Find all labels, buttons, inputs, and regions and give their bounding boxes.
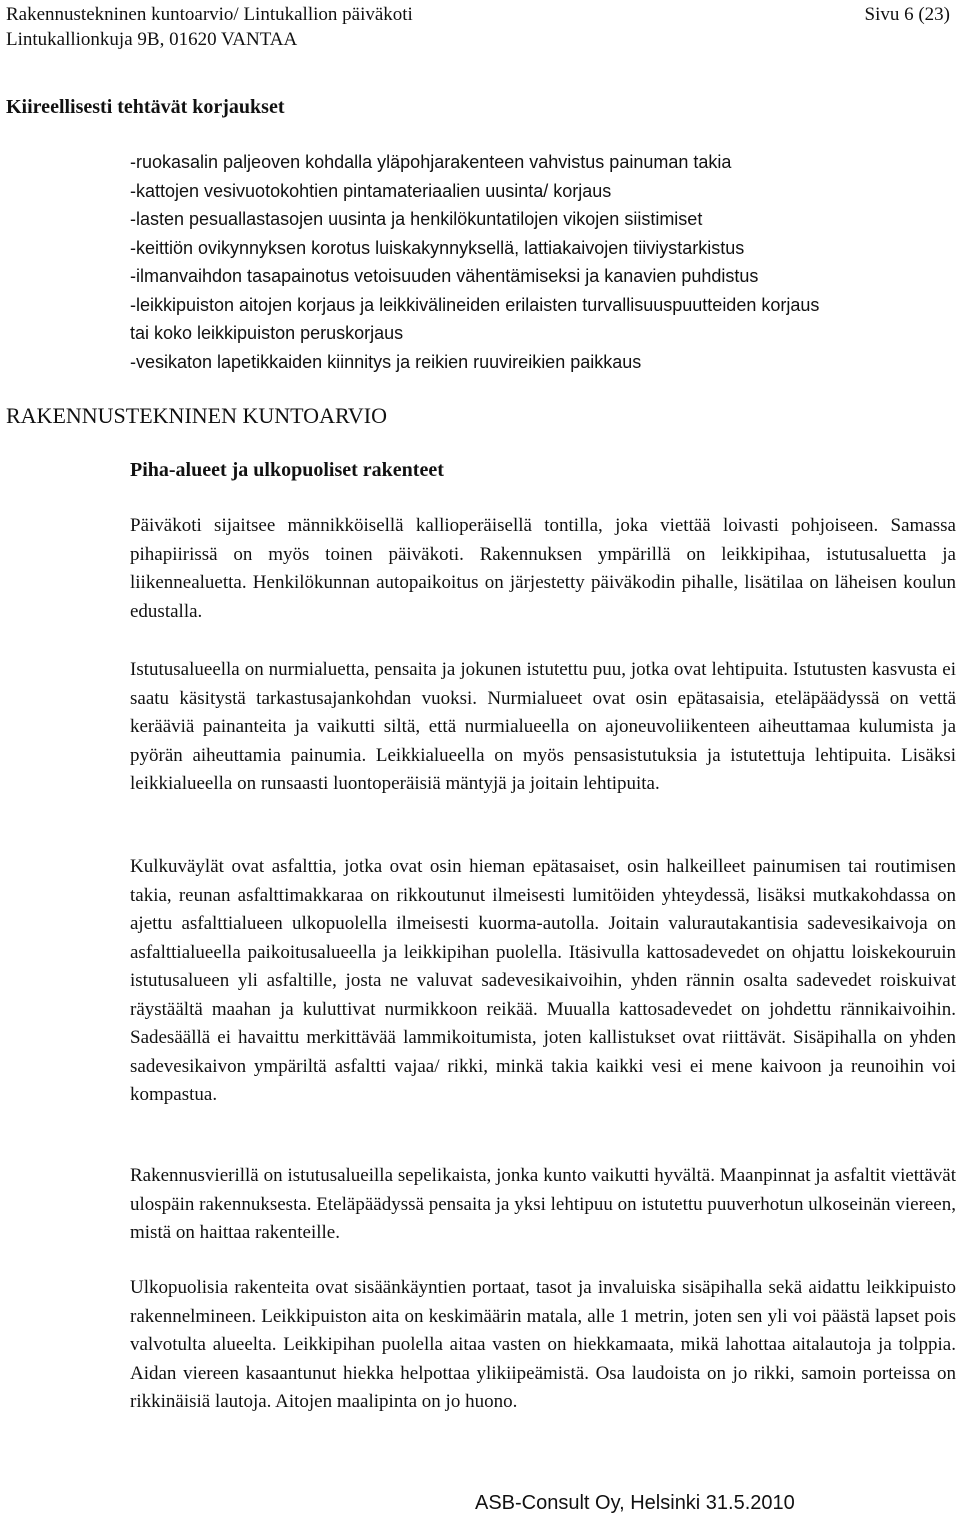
footer: ASB-Consult Oy, Helsinki 31.5.2010 — [475, 1492, 795, 1514]
urgent-repairs-list — [130, 148, 956, 376]
list-item: -leikkipuiston aitojen korjaus ja leikkivälineiden erilaisten turvallisuuspuutteiden korjaus — [130, 294, 820, 315]
paragraph: Kulkuväylät ovat asfalttia, jotka ovat osin hieman epätasaiset, osin halkeilleet painumisen tai routimisen takia, reunan asfalttimakkaraa on rikkoutunut ilmeisesti lumitöiden yhteydessä, lisäksi mutkakohdassa on ajettu asfalttialueen ulkopuolella ilmeisesti kuorma-autolla. Joitain valurautakantisia sadevesikaivoja on asfalttialueella paikoitusalueella ja leikkipihan puolella. Itäsivulla kattosadevedet on ohjattu loiskekouruin istutusalueen yli asfaltille, josta ne valuvat sadevesikaivoihin, yhden rännin osalta sadevedet roiskuivat räystäältä maahan ja kuluttivat nurmikkoon reikää. Muualla kattosadevedet on johdettu rännikaivoihin. Sadesäällä ei havaittu merkittävää lammikoitumista, joten kallistukset ovat riittävät. Sisäpihalla on yhden sadevesikaivon ympäriltä asfaltti vajaa/ rikki, minkä takia kaikki vesi ei mene kaivoon ja reunoihin voi kompastua. — [130, 856, 956, 1105]
urgent-repairs-title: Kiireellisesti tehtävät korjaukset — [6, 96, 285, 118]
paragraph: Rakennusvierillä on istutusalueilla sepelikaista, jonka kunto vaikutti hyvältä. Maanpinnat ja asfaltit viettävät ulospäin rakennuksesta. Eteläpäädyssä pensaita ja yksi lehtipuu on istutettu puuverhotun ulkoseinän viereen, mistä on haittaa rakenteille. — [130, 1165, 956, 1243]
paragraph: Istutusalueella on nurmialuetta, pensaita ja jokunen istutettu puu, jotka ovat lehtipuita. Istutusten kasvusta ei saatu käsitystä tarkastusajankohdan vuoksi. Nurmialueet ovat osin epätasaisia, eteläpäädyssä on vettä kerääviä painanteita ja vaikutti siltä, että nurmialueella on ajoneuvoliikenteen aiheuttamaa kulumista ja pyörän aiheuttamia painumia. Leikkialueella on myös pensasistutuksia ja istutettuja lehtipuita. Lisäksi leikkialueella on runsaasti luontoperäisiä mäntyjä ja joitain lehtipuita. — [130, 659, 956, 794]
paragraph: Päiväkoti sijaitsee männikköisellä kallioperäisellä tontilla, joka viettää loivasti pohjoiseen. Samassa pihapiirissä on myös toinen päiväkoti. Rakennuksen ympärillä on leikkipihaa, istutusaluetta ja liikennealuetta. Henkilökunnan autopaikoitus on järjestetty päiväkodin pihalle, lisätilaa on läheisen koulun edustalla. — [130, 515, 956, 622]
list-item: -ilmanvaihdon tasapainotus vetoisuuden vähentämiseksi ja kanavien puhdistus — [130, 266, 759, 286]
header-title: Rakennustekninen kuntoarvio/ Lintukallion päiväkoti — [6, 4, 413, 25]
list-item: -ruokasalin paljeoven kohdalla yläpohjarakenteen vahvistus painuman takia — [130, 152, 732, 172]
list-item: -vesikaton lapetikkaiden kiinnitys ja reikien ruuvireikien paikkaus — [130, 351, 642, 372]
list-item: -lasten pesuallastasojen uusinta ja henkilökuntatilojen vikojen siistimiset — [130, 209, 703, 229]
subsection-title: Piha-alueet ja ulkopuoliset rakenteet — [130, 459, 444, 481]
section-title: RAKENNUSTEKNINEN KUNTOARVIO — [6, 403, 387, 428]
header-address: Lintukallionkuja 9B, 01620 VANTAA — [6, 29, 298, 50]
paragraph: Ulkopuolisia rakenteita ovat sisäänkäyntien portaat, tasot ja invaluiska sisäpihalla sekä aidattu leikkipuisto rakennelmineen. Leikkipuiston aita on keskimäärin matala, alle 1 metrin, joten sen yli voi päästä lapset pois valvotulta alueelta. Leikkipihan puolella aitaa vasten on hiekkamaata, mikä lahottaa aitalautoja ja tolppia. Aidan viereen kasaantunut hiekka helpottaa ylikiipeämistä. Osa laudoista on jo rikki, samoin porteissa on rikkinäisiä lautoja. Aitojen maalipinta on jo huono. — [130, 1277, 956, 1412]
list-item: tai koko leikkipuiston peruskorjaus — [130, 323, 404, 343]
list-item: -kattojen vesivuotokohtien pintamateriaalien uusinta/ korjaus — [130, 180, 612, 201]
page-number: Sivu 6 (23) — [864, 4, 950, 25]
list-item: -keittiön ovikynnyksen korotus luiskakynnyksellä, lattiakaivojen tiiviystarkistus — [130, 237, 745, 258]
